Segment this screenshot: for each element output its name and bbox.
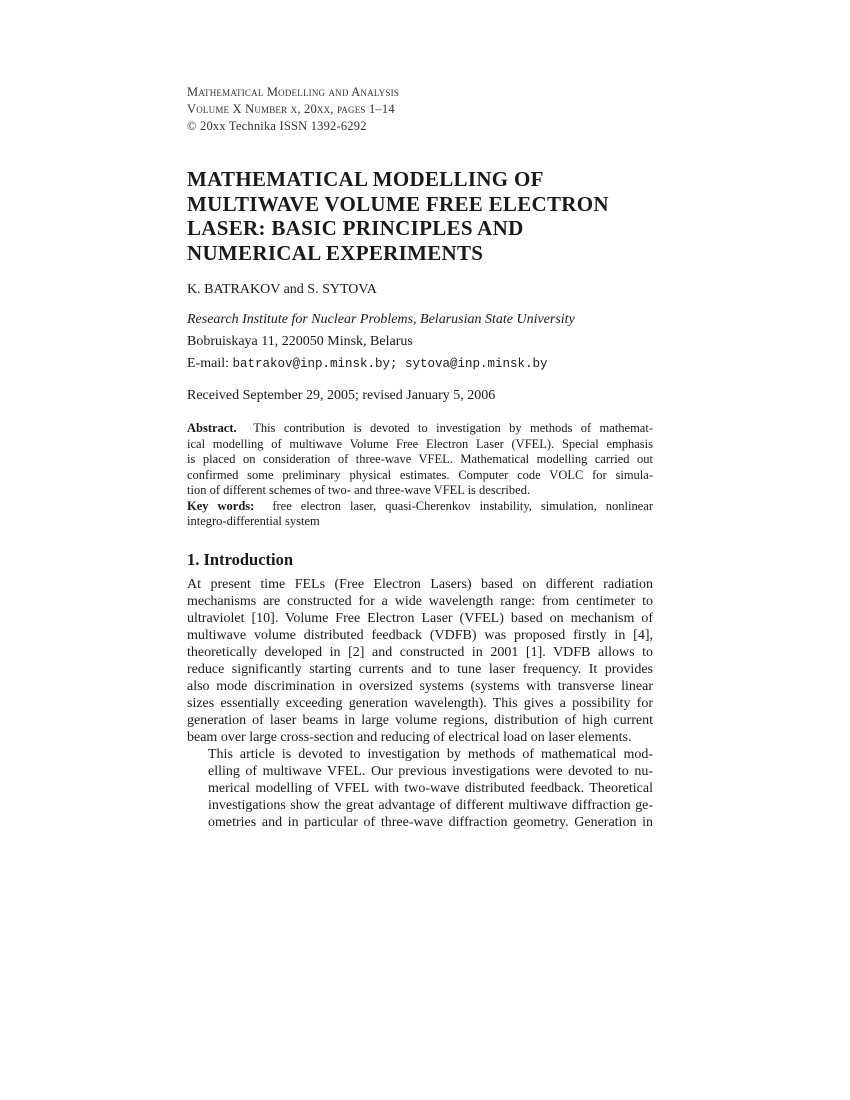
journal-name: Mathematical Modelling and Analysis [187,85,400,99]
title-line: NUMERICAL EXPERIMENTS [187,240,484,265]
paper-page [187,84,653,831]
body-line: At present time FELs (Free Electron Lasers) based on different radiation [187,576,653,592]
body-line: This article is devoted to investigation by methods of mathematical mod- [208,746,653,762]
affiliation: Research Institute for Nuclear Problems, Belarusian State University [187,312,575,327]
address: Bobruiskaya 11, 220050 Minsk, Belarus [187,334,413,349]
body-line: theoretically developed in [2] and constructed in 2001 [1]. VDFB allows to [187,644,653,660]
keywords-line: free electron laser, quasi-Cherenkov instability, simulation, nonlinear [272,498,654,513]
section-heading: 1. Introduction [187,549,294,569]
paper-title [187,167,653,265]
email-label: E-mail: [187,356,233,371]
body-line: also mode discrimination in oversized systems (systems with transverse linear [187,678,653,694]
authors: K. BATRAKOV and S. SYTOVA [187,282,377,297]
abstract [187,421,653,499]
body-line: reduce significantly starting currents and to tune laser frequency. It provides [187,661,653,677]
keywords [187,499,653,530]
abstract-line: confirmed some preliminary physical estimates. Computer code VOLC for simula- [187,467,653,482]
body-line: generation of laser beams in large volume regions, distribution of high current [187,712,653,728]
keywords-label: Key words: [187,498,255,513]
intro-paragraph-2 [187,746,653,831]
title-line: MATHEMATICAL MODELLING OF [187,167,544,191]
body-line: merical modelling of VFEL with two-wave distributed feedback. Theoretical [208,780,653,796]
body-line: elling of multiwave VFEL. Our previous investigations were devoted to nu- [208,763,653,779]
journal-header [187,84,653,135]
abstract-label: Abstract. [187,421,237,435]
email-line [187,355,653,373]
abstract-line: tion of different schemes of two- and three-wave VFEL is described. [187,483,531,497]
title-line: LASER: BASIC PRINCIPLES AND [187,216,524,240]
title-line: MULTIWAVE VOLUME FREE ELECTRON [187,191,609,216]
abstract-line: is placed on consideration of three-wave VFEL. Mathematical modelling carried out [187,452,653,466]
body-line: multiwave volume distributed feedback (VDFB) was proposed firstly in [4], [187,627,653,643]
volume-line: Volume X Number x, 20xx, pages 1–14 [187,102,395,116]
received-dates: Received September 29, 2005; revised January 5, 2006 [187,388,496,403]
email-addresses[interactable]: batrakov@inp.minsk.by; sytova@inp.minsk.by [232,357,548,371]
abstract-line: ical modelling of multiwave Volume Free Electron Laser (VFEL). Special emphasis [187,436,653,451]
body-line: ometries and in particular of three-wave diffraction geometry. Generation in [208,814,653,830]
body-line: sizes essentially exceeding generation wavelength). This gives a possibility for [187,695,653,711]
abstract-line: This contribution is devoted to investigation by methods of mathemat- [253,421,653,435]
copyright-line: © 20xx Technika ISSN 1392-6292 [187,119,367,133]
intro-paragraph-1 [187,576,653,746]
body-line: mechanisms are constructed for a wide wavelength range: from centimeter to [187,593,653,609]
keywords-line: integro-differential system [187,514,320,528]
body-line: ultraviolet [10]. Volume Free Electron Laser (VFEL) based on mechanism of [187,610,653,626]
body-line: investigations show the great advantage of different multiwave diffraction ge- [208,797,653,813]
body-line: beam over large cross-section and reducing of electrical load on laser elements. [187,729,632,745]
